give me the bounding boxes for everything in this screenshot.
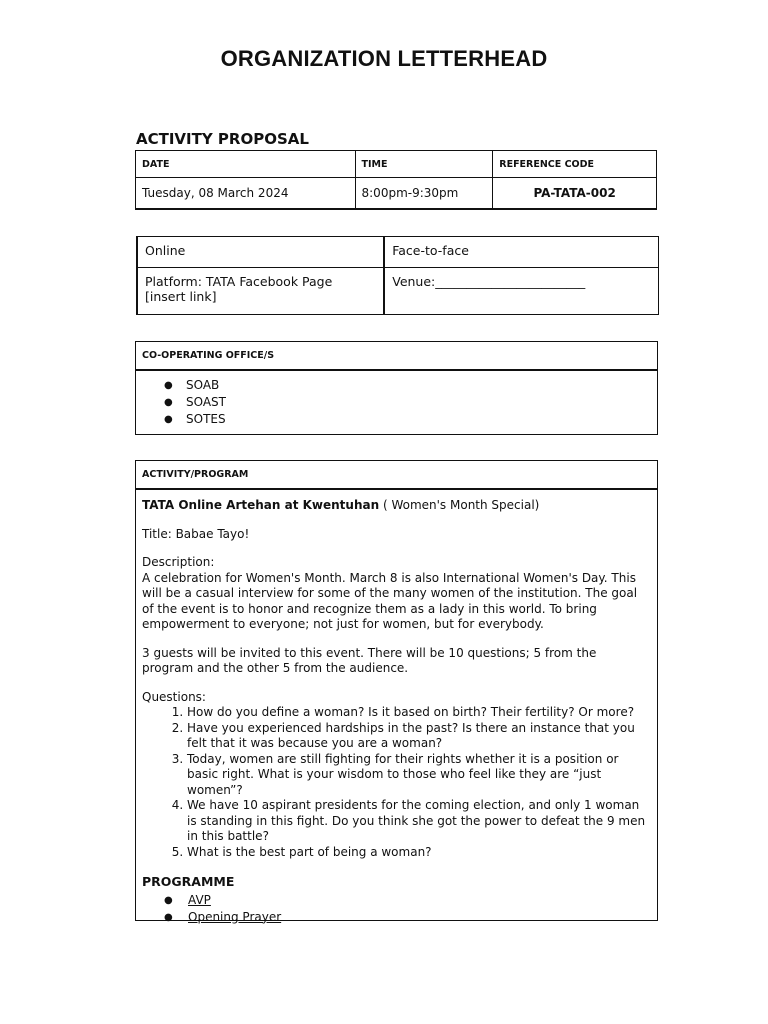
face-to-face-label: Face-to-face [384,237,658,268]
question-item: 1. How do you define a woman? Is it based on birth? Their fertility? Or more? [187,705,651,721]
list-item: ● SOAB [186,377,657,394]
section-title: ACTIVITY PROPOSAL [136,130,309,148]
activity-program-box [135,460,658,924]
reference-code-value: PA-TATA-002 [493,178,657,210]
programme-list [142,892,651,926]
question-item: 2. Have you experienced hardships in the past? Is there an instance that you felt that it was because you are a woman? [187,721,651,752]
letterhead-title: ORGANIZATION LETTERHEAD [220,46,548,71]
cooperating-offices-list [136,377,657,428]
question-item: 3. Today, women are still fighting for their rights whether it is a position or basic right. What is your wisdom to those who feel like they are “just women”? [187,752,651,799]
proposal-info-table [135,150,657,210]
description-text: A celebration for Women's Month. March 8 is also International Women's Day. This will be a casual interview for some of the many women of the institution. The goal of the event is to honor and recognize them as a lady in this world. To bring empowerment to everyone; not just for women, but for everybody. [142,570,638,631]
activity-program-header: ACTIVITY/PROGRAM [136,461,657,490]
venue-text: Venue:________________________ [384,268,658,315]
platform-text: Platform: TATA Facebook Page [insert link] [137,268,384,315]
mode-table [136,236,659,315]
activity-name [142,498,651,514]
programme-item-opening-prayer[interactable]: ● Opening Prayer [188,909,651,926]
questions-list [142,705,651,860]
guests-text: 3 guests will be invited to this event. There will be 10 questions; 5 from the program and the other 5 from the audience. [142,645,597,675]
description [142,555,651,633]
reference-code-header: REFERENCE CODE [493,151,657,178]
programme-item-avp[interactable]: ● AVP [188,892,651,909]
cooperating-offices-header: CO-OPERATING OFFICE/S [136,342,657,371]
date-header: DATE [136,151,356,178]
time-header: TIME [355,151,493,178]
online-label: Online [137,237,384,268]
question-item: 5. What is the best part of being a woman? [187,845,651,861]
activity-content [136,490,657,926]
description-label: Description: [142,555,215,569]
cooperating-offices-box [135,341,658,435]
activity-name-bold: TATA Online Artehan at Kwentuhan [142,498,380,512]
date-value: Tuesday, 08 March 2024 [136,178,356,210]
questions-label: Questions: [142,689,206,704]
time-value: 8:00pm-9:30pm [355,178,493,210]
question-item: 4. We have 10 aspirant presidents for the coming election, and only 1 woman is standing in this fight. Do you think she got the power to defeat the 9 men in this battle? [187,798,651,845]
list-item: ● SOTES [186,411,657,428]
list-item: ● SOAST [186,394,657,411]
programme-heading: PROGRAMME [142,874,235,889]
activity-title: Title: Babae Tayo! [142,526,250,541]
activity-name-rest: ( Women's Month Special) [379,498,540,512]
